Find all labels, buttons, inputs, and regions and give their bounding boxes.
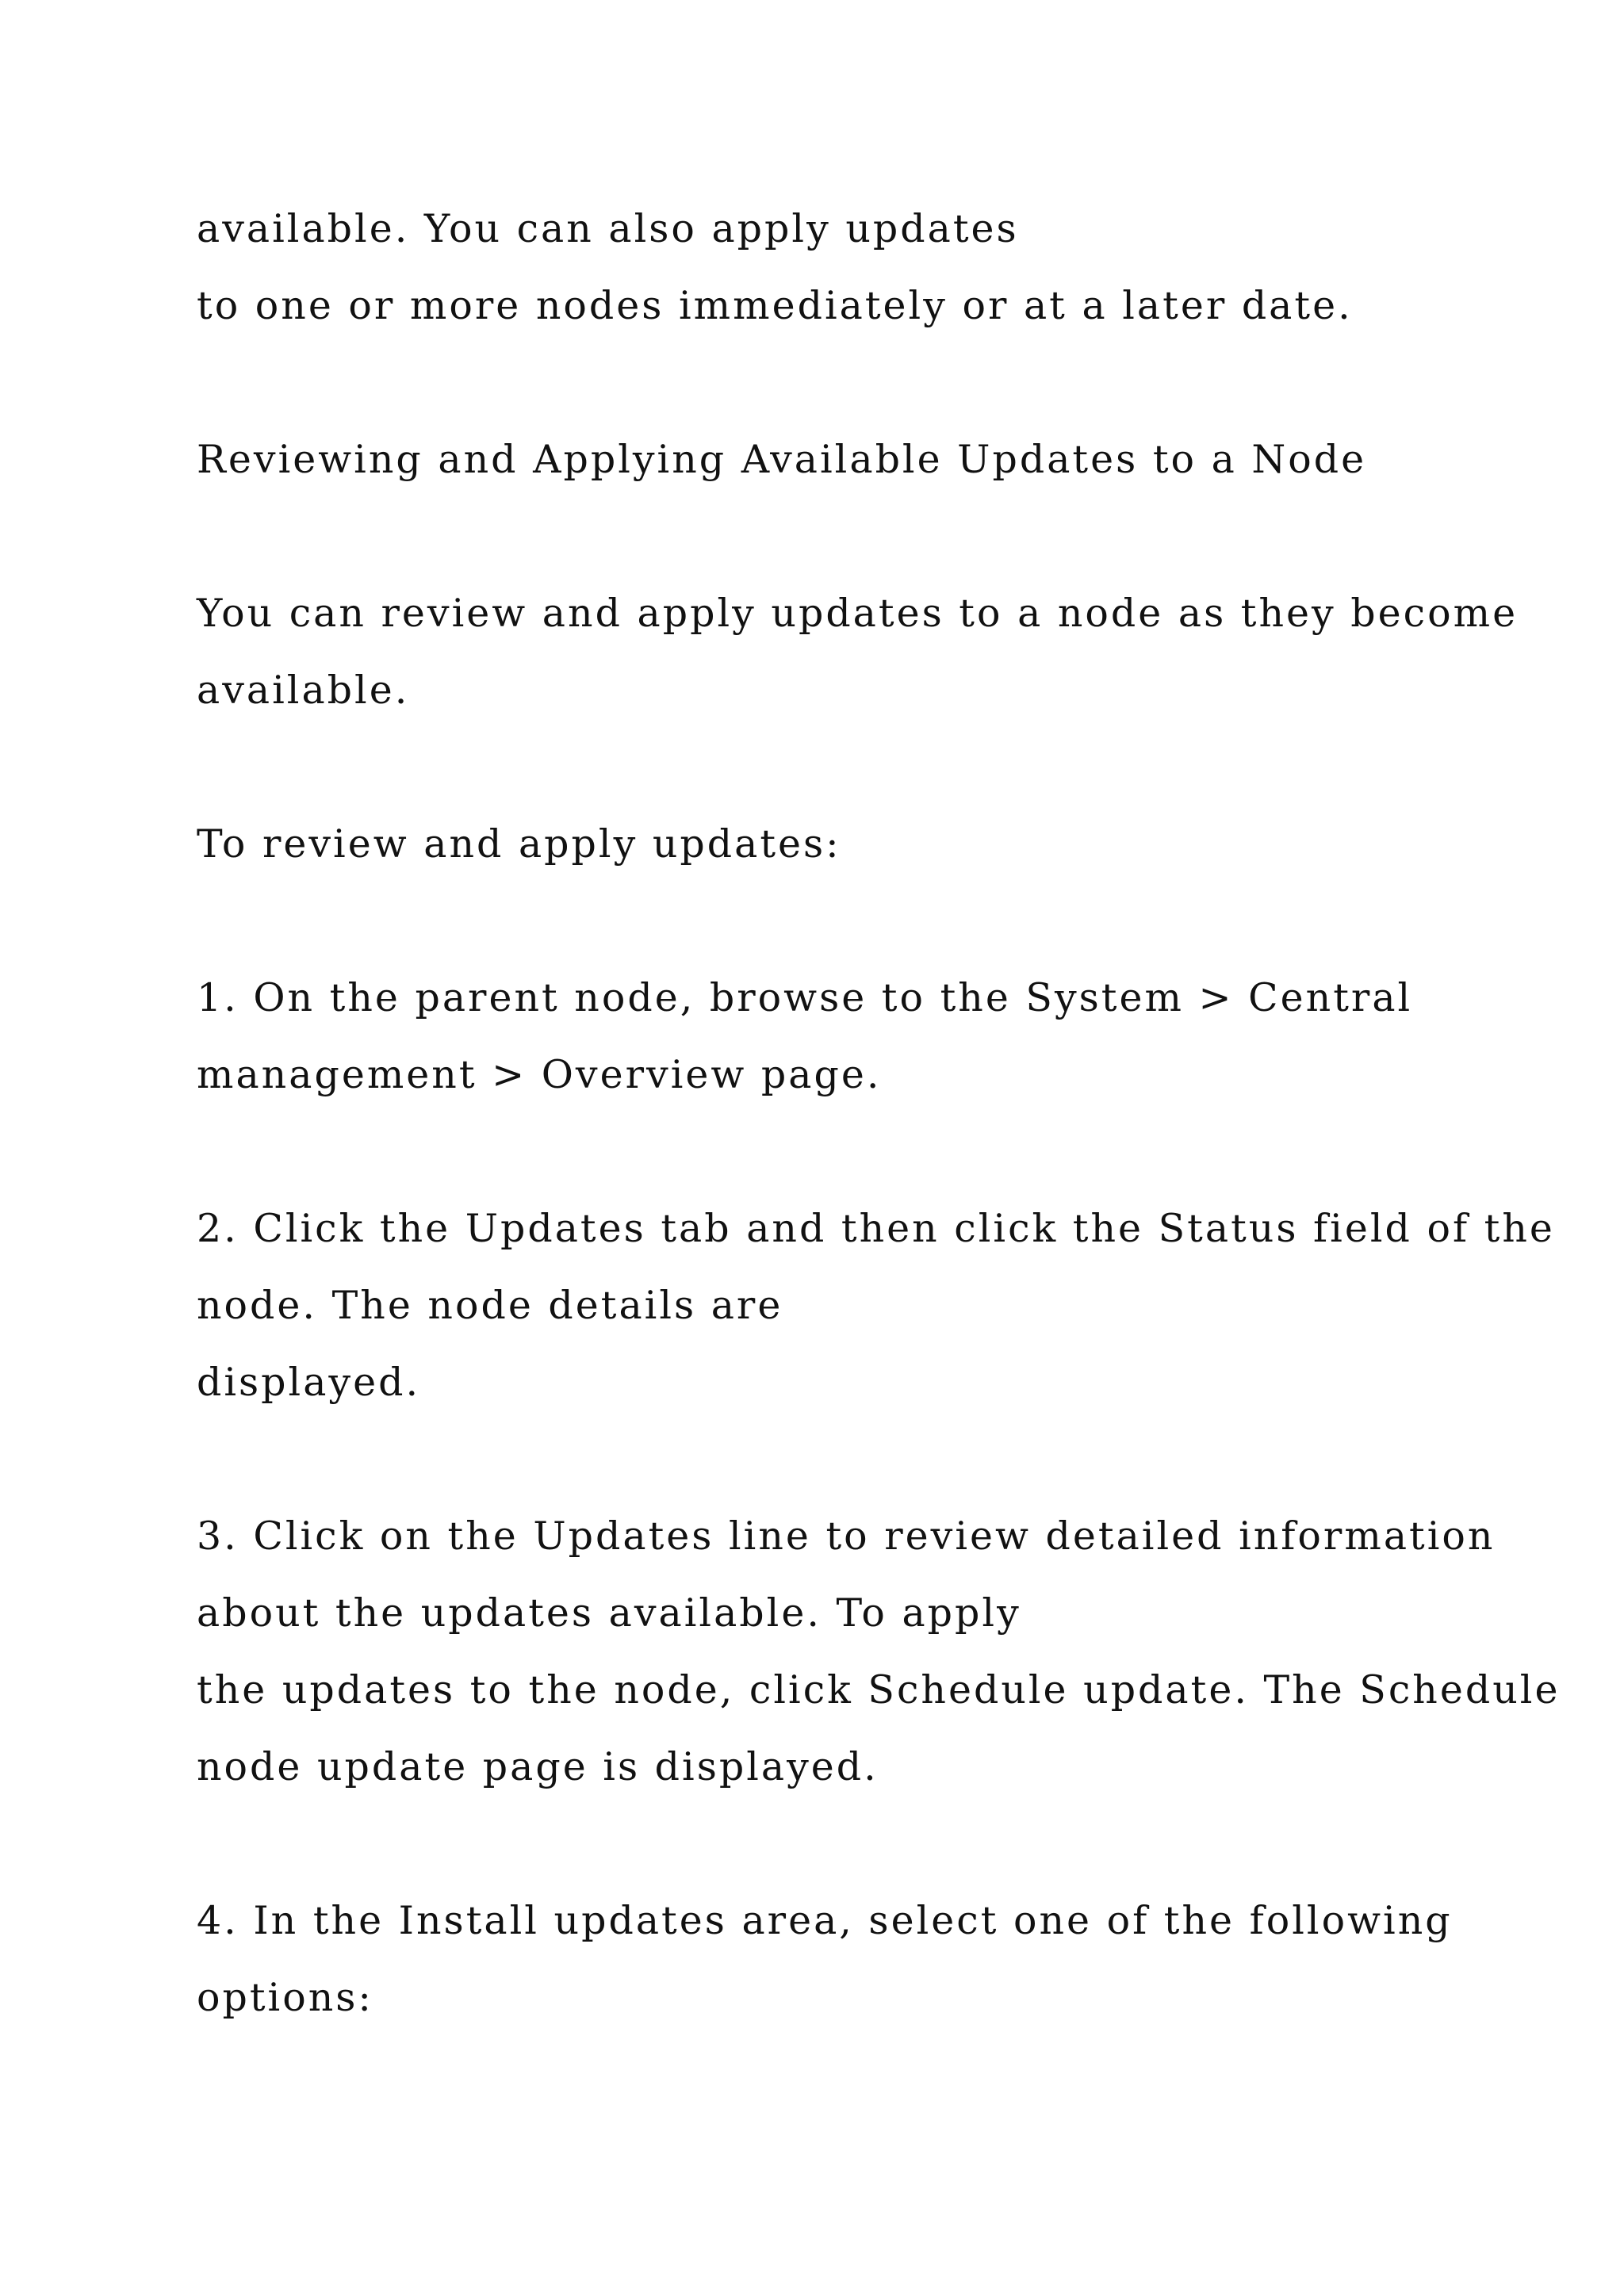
blank-line (197, 1113, 1545, 1190)
document-body (197, 190, 1561, 2036)
step-3-text: 3. Click on the Updates line to review detailed information (197, 1513, 1496, 1559)
blank-line (197, 498, 1545, 575)
step-2-text: 2. Click the Updates tab and then click the Status field of the (197, 1206, 1555, 1251)
step-2-text: displayed. (197, 1360, 421, 1405)
text-line: to one or more nodes immediately or at a later date. (197, 283, 1353, 328)
step-3-text: about the updates available. To apply (197, 1590, 1021, 1636)
text-line: available. (197, 668, 410, 713)
blank-line (197, 882, 1545, 959)
text-line: You can review and apply updates to a node as they become (197, 591, 1519, 636)
step-1-text: management > Overview page. (197, 1052, 882, 1097)
blank-line (197, 1805, 1545, 1882)
step-3-text: node update page is displayed. (197, 1744, 879, 1789)
step-3-text: the updates to the node, click Schedule update. The Schedule (197, 1667, 1561, 1712)
blank-line (197, 344, 1545, 421)
step-4-text: options: (197, 1975, 373, 2020)
step-2-text: node. The node details are (197, 1283, 783, 1328)
blank-line (197, 1421, 1545, 1498)
section-heading: Reviewing and Applying Available Updates to a Node (197, 437, 1367, 482)
text-line: available. You can also apply updates (197, 206, 1019, 251)
step-4-text: 4. In the Install updates area, select one of the following (197, 1898, 1453, 1943)
step-1-text: 1. On the parent node, browse to the System > Central (197, 975, 1413, 1020)
blank-line (197, 729, 1545, 806)
procedure-intro: To review and apply updates: (197, 821, 841, 867)
